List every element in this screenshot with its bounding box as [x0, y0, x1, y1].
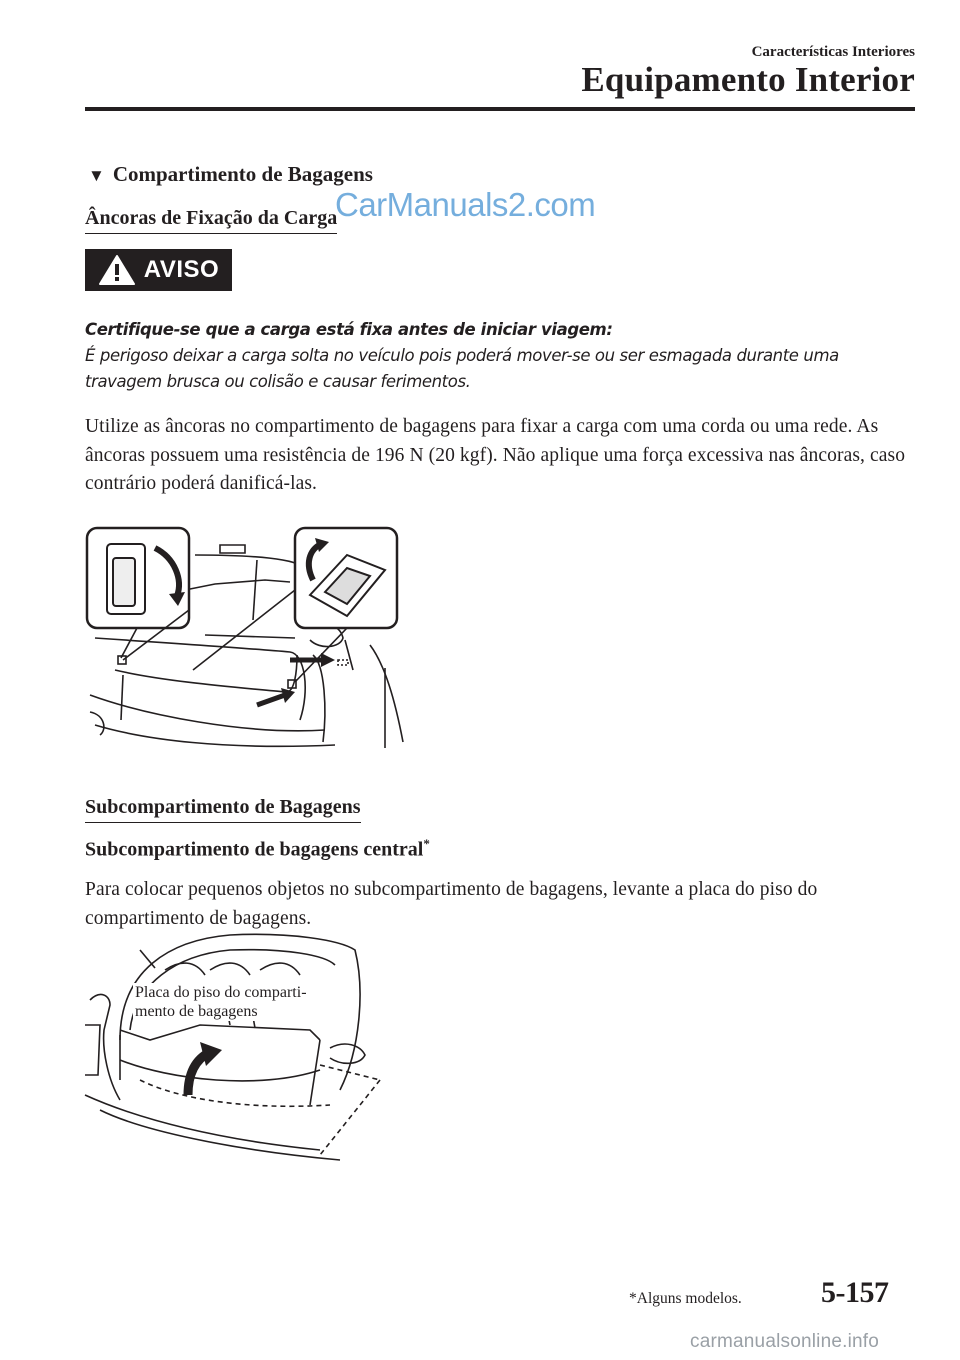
subsection-heading-anchors: Âncoras de Fixação da Carga [85, 207, 337, 234]
models-footnote-marker: * [423, 836, 430, 851]
warning-label: AVISO [143, 256, 220, 283]
floor-board-label [133, 983, 309, 1021]
subsection-heading-central [85, 836, 430, 862]
section-heading-text: Compartimento de Bagagens [112, 162, 373, 186]
subsection-heading-sub-compartment: Subcompartimento de Bagagens [85, 796, 361, 823]
page-number: 5-157 [821, 1276, 889, 1309]
subsection-central-text: Subcompartimento de bagagens central [85, 838, 424, 861]
floor-board-illustration [80, 930, 390, 1165]
watermark-bottom: carmanualsonline.info [690, 1331, 880, 1352]
warning-text [85, 317, 915, 395]
paragraph-sub-compartment: Para colocar pequenos objetos no subcompartimento de bagagens, levante a placa do piso do compartimento de bagagens. [85, 879, 818, 929]
footnote-models: *Alguns modelos. [629, 1290, 742, 1307]
paragraph-anchors: Utilize as âncoras no compartimento de bagagens para fixar a carga com uma corda ou uma rede. As âncoras possuem uma resistência de 196 N (20 kgf). Não aplique uma força excessiva nas âncoras, caso contrário poderá danificá-las. [85, 416, 906, 494]
header-rule [85, 107, 915, 111]
floor-board-label-line2: mento de bagagens [135, 1003, 258, 1020]
warning-triangle-icon [98, 254, 136, 286]
header-section-name: Características Interiores [751, 44, 915, 60]
header-chapter-title: Equipamento Interior [581, 60, 915, 99]
watermark-top: CarManuals2.com [335, 186, 596, 223]
warning-body: É perigoso deixar a carga solta no veículo pois poderá mover-se ou ser esmagada durante uma travagem brusca ou colisão e causar ferimentos. [85, 346, 839, 391]
section-heading [88, 162, 373, 187]
floor-board-label-line1: Placa do piso do comparti- [135, 984, 307, 1001]
triangle-down-icon: ▼ [88, 166, 105, 185]
cargo-anchor-illustration [85, 520, 415, 752]
warning-title: Certifique-se que a carga está fixa antes de iniciar viagem: [85, 320, 613, 339]
warning-badge [85, 249, 232, 291]
